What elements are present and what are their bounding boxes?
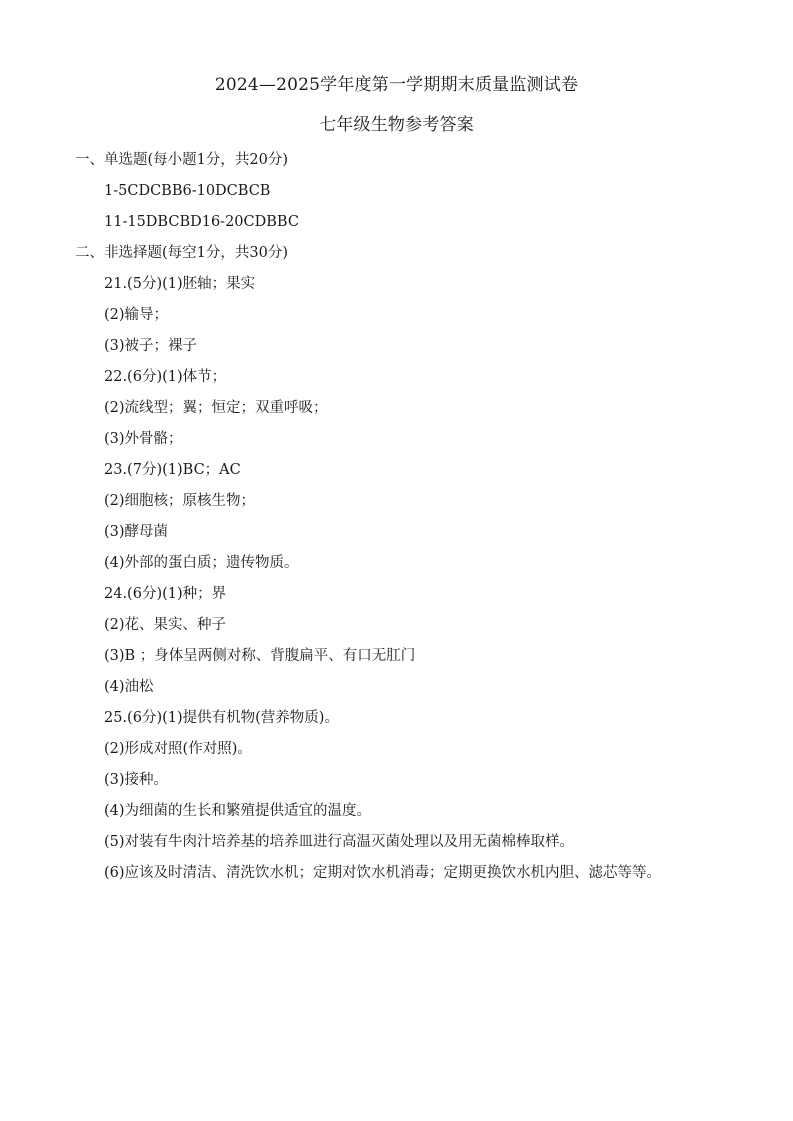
answer-line: (2)流线型；翼；恒定；双重呼吸；: [104, 400, 328, 416]
answer-line: (2)形成对照(作对照)。: [104, 741, 252, 757]
answer-line: 11-15DBCBD16-20CDBBC: [104, 214, 299, 230]
answer-line: 1-5CDCBB6-10DCBCB: [104, 183, 271, 199]
answer-line: (4)外部的蛋白质；遗传物质。: [104, 555, 299, 571]
answer-line: (6)应该及时清洁、清洗饮水机；定期对饮水机消毒；定期更换饮水机内胆、滤芯等等。: [104, 865, 662, 881]
answer-line: (2)输导；: [104, 307, 169, 323]
section-heading-single-choice: 一、单选题(每小题1分，共20分): [75, 152, 288, 168]
answer-line: (3)酵母菌: [104, 524, 169, 540]
answer-line: (4)为细菌的生长和繁殖提供适宜的温度。: [104, 803, 372, 819]
document-subtitle: 七年级生物参考答案: [319, 115, 474, 135]
section-heading-non-choice: 二、非选择题(每空1分，共30分): [75, 245, 288, 261]
answer-line: (3)被子；裸子: [104, 338, 198, 354]
answer-line: 22.(6分)(1)体节；: [104, 369, 227, 385]
answer-line: (5)对装有牛肉汁培养基的培养皿进行高温灭菌处理以及用无菌棉棒取样。: [104, 834, 575, 850]
document-title: 2024—2025学年度第一学期期末质量监测试卷: [214, 75, 579, 95]
answer-line: 25.(6分)(1)提供有机物(营养物质)。: [104, 710, 339, 726]
answer-line: 21.(5分)(1)胚轴；果实: [104, 276, 256, 292]
answer-line: (4)油松: [104, 679, 154, 695]
answer-line: (3)接种。: [104, 772, 169, 788]
answer-line: (3)外骨骼；: [104, 431, 183, 447]
answer-line: (2)花、果实、种子: [104, 617, 227, 633]
answer-line: (2)细胞核；原核生物；: [104, 493, 256, 509]
answer-line: (3)B ；身体呈两侧对称、背腹扁平、有口无肛门: [104, 648, 416, 664]
answer-line: 23.(7分)(1)BC；AC: [104, 462, 241, 478]
answer-line: 24.(6分)(1)种；界: [104, 586, 227, 602]
